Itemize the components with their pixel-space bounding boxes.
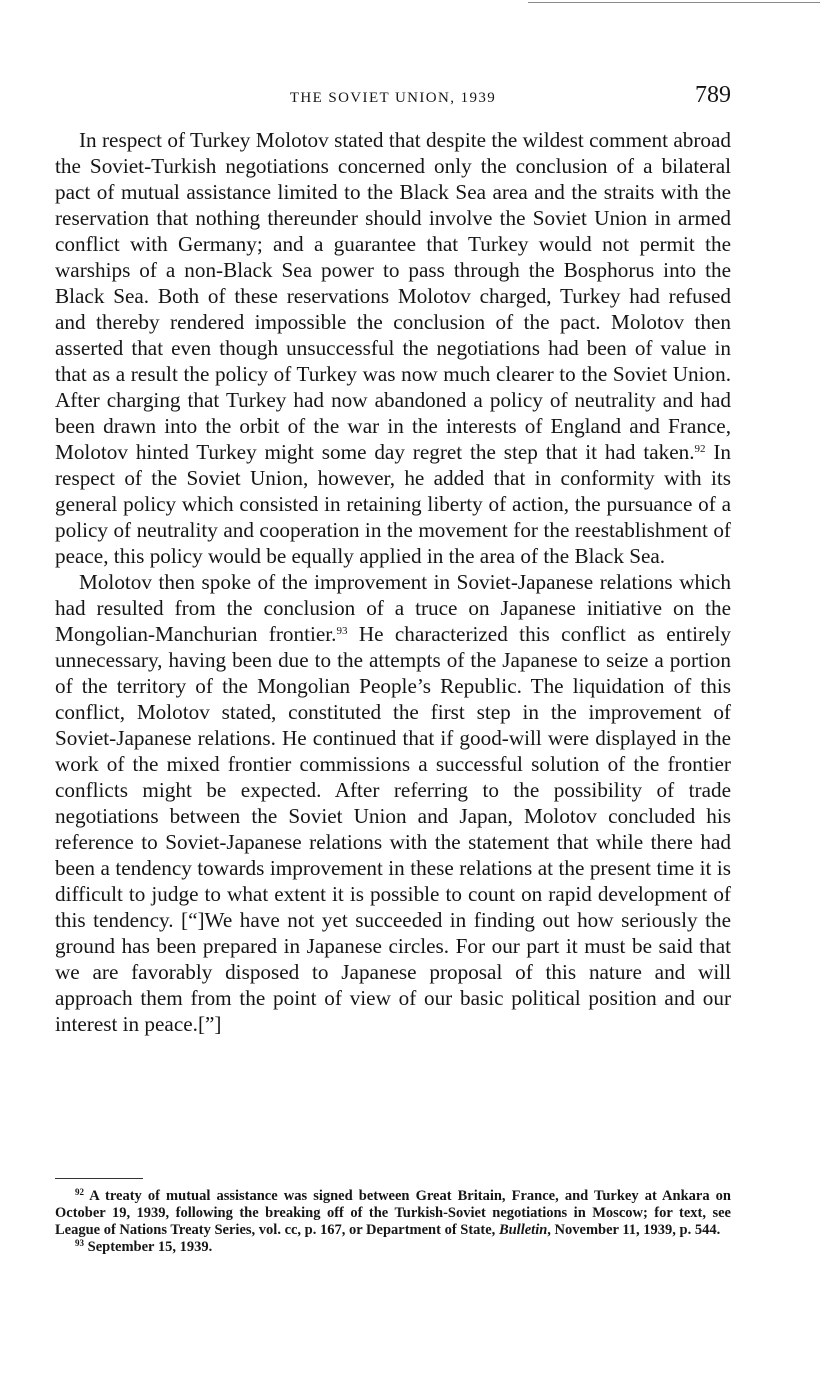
footnote-92	[55, 1188, 731, 1239]
footnote-italic-title: Bulletin	[498, 1222, 548, 1238]
footnote-ref-92: 92	[694, 443, 706, 455]
top-edge-rule	[528, 2, 820, 3]
footnote-text: A treaty of mutual assistance was signed between Great Britain, France, and Turkey at Ankara on October 19, 1939, following the breaking off of the Turkish-Soviet negotiations in Moscow; for text, see League of Nations Treaty Series, vol. cc, p. 167, or Department of State,	[55, 1188, 731, 1238]
footnote-93	[55, 1239, 731, 1256]
footnote-mark: 93	[75, 1238, 84, 1248]
page-header	[55, 82, 731, 110]
footnote-ref-93: 93	[336, 625, 348, 637]
paragraph-text: He characterized this conflict as entirely unnecessary, having been due to the attempts of the Japanese to seize a portion of the territory of the Mongolian People’s Republic. The liquidation of this conflict, Molotov stated, constituted the first step in the improvement of Soviet-Japanese relations. He continued that if good-will were displayed in the work of the mixed frontier commissions a successful solution of the frontier conflicts might be expected. After referring to the possibility of trade negotiations between the Soviet Union and Japan, Molotov concluded his reference to Soviet-Japanese relations with the statement that while there had been a tendency towards improvement in these relations at the present time it is difficult to judge to what extent it is possible to count on rapid development of this tendency. [“]We have not yet succeeded in finding out how seriously the ground has been prepared in Japanese circles. For our part it must be said that we are favorably disposed to Japanese proposal of this nature and will approach them from the point of view of our basic political position and our interest in peace.[”]	[55, 622, 731, 1036]
paragraph-japan	[55, 569, 731, 1037]
paragraph-text: In respect of the Soviet Union, however, he added that in conformity with its general policy which consisted in retaining liberty of action, the pursuance of a policy of neutrality and cooperation in the movement for the reestablishment of peace, this policy would be equally applied in the area of the Black Sea.	[55, 440, 732, 568]
page-number: 789	[695, 82, 731, 108]
footnote-divider	[55, 1178, 143, 1179]
running-head: THE SOVIET UNION, 1939	[289, 90, 497, 106]
body-text	[55, 127, 731, 1037]
paragraph-text: In respect of Turkey Molotov stated that despite the wildest comment abroad the Soviet-Turkish negotiations concerned only the conclusion of a bilateral pact of mutual assistance limited to the Black Sea area and the straits with the reservation that nothing thereunder should involve the Soviet Union in armed conflict with Germany; and a guarantee that Turkey would not permit the warships of a non-Black Sea power to pass through the Bosphorus into the Black Sea. Both of these reservations Molotov charged, Turkey had refused and thereby rendered impossible the conclusion of the pact. Molotov then asserted that even though unsuccessful the negotiations had been of value in that as a result the policy of Turkey was now much clearer to the Soviet Union. After charging that Turkey had now abandoned a policy of neutrality and had been drawn into the orbit of the war in the interests of England and France, Molotov hinted Turkey might some day regret the step that it had taken.	[55, 128, 731, 464]
footnote-text: , November 11, 1939, p. 544.	[547, 1222, 721, 1238]
paragraph-text: Molotov then spoke of the improvement in Soviet-Japanese relations which had resulted from the conclusion of a truce on Japanese initiative on the Mongolian-Manchurian frontier.	[55, 570, 731, 646]
footnotes	[55, 1188, 731, 1256]
paragraph-turkey	[55, 127, 731, 569]
footnote-text: September 15, 1939.	[84, 1239, 213, 1255]
footnote-mark: 92	[75, 1187, 84, 1197]
